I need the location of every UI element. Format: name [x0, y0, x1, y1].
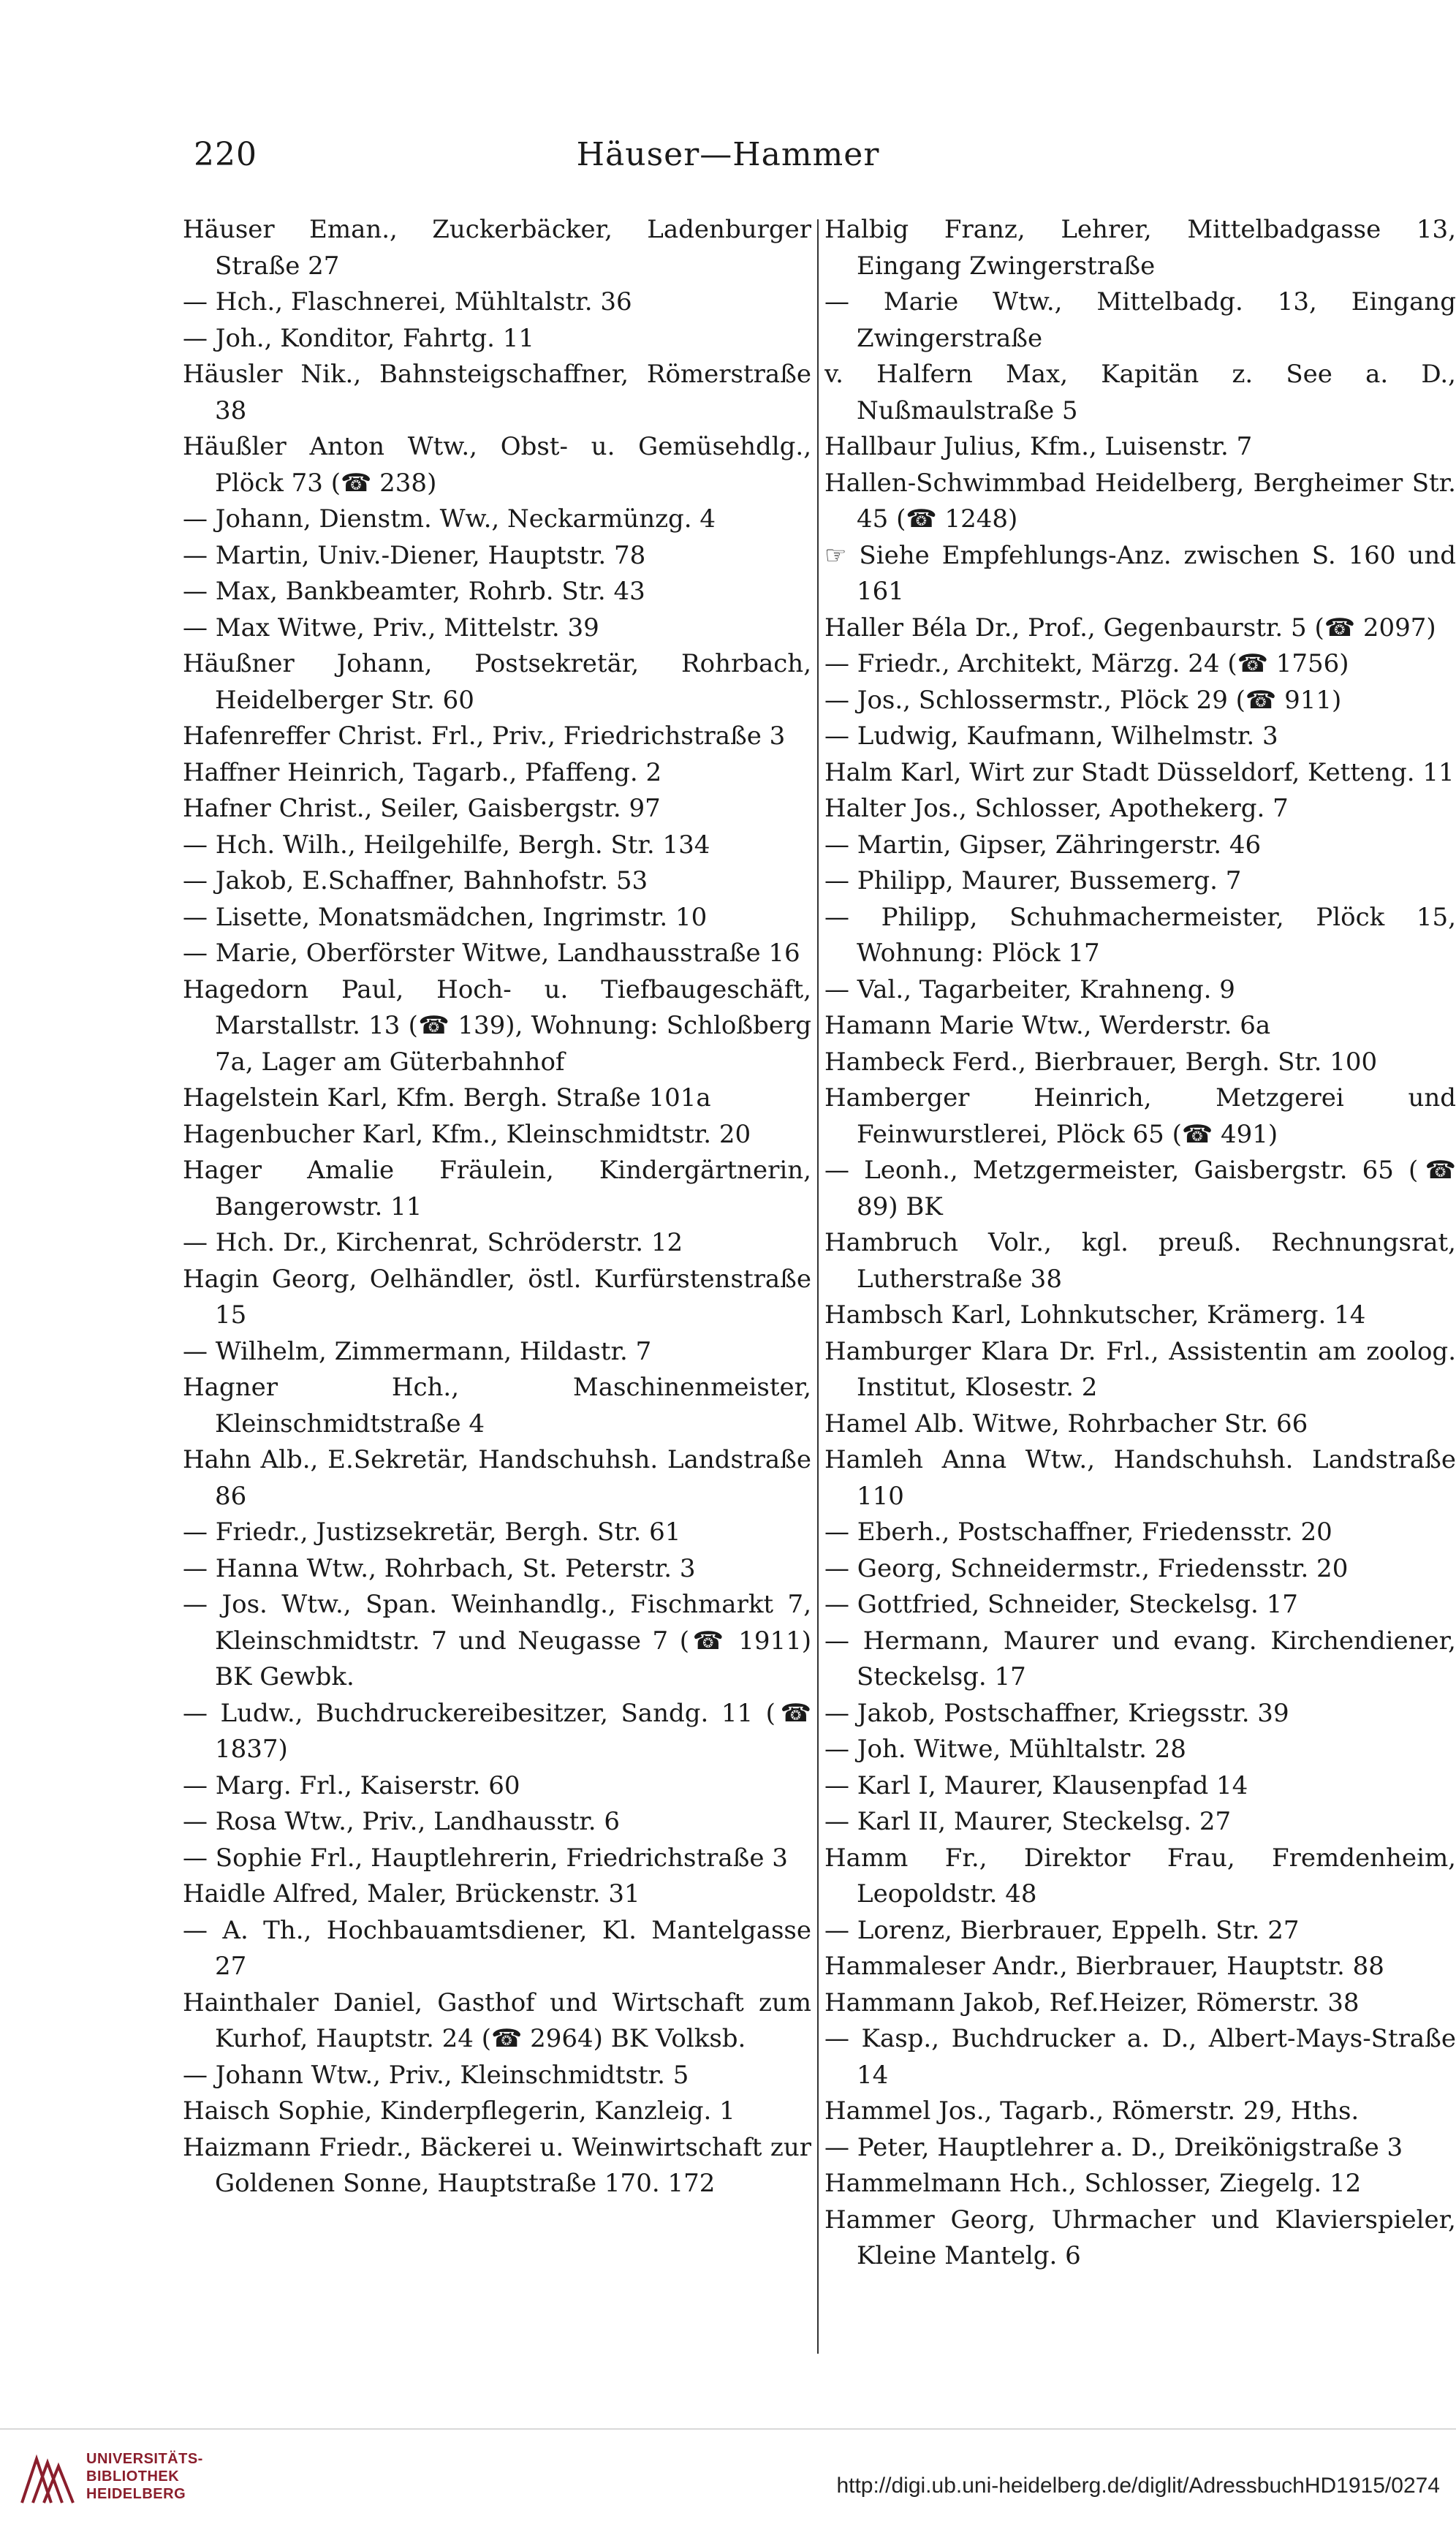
directory-entry: — Sophie Frl., Hauptlehrerin, Friedrichstraße 3 — [183, 1843, 788, 1873]
right-column — [824, 212, 1456, 2368]
directory-entry: — Eberh., Postschaffner, Friedensstr. 20 — [824, 1517, 1332, 1547]
directory-entry: Halbig Franz, Lehrer, Mittelbadgasse 13, Eingang Zwingerstraße — [824, 215, 1456, 281]
directory-entry: — Friedr., Architekt, Märzg. 24 (☎ 1756) — [824, 649, 1349, 678]
directory-entry: — Hch. Dr., Kirchenrat, Schröderstr. 12 — [183, 1228, 683, 1257]
directory-entry: — Johann Wtw., Priv., Kleinschmidtstr. 5 — [183, 2060, 689, 2090]
library-name — [86, 2450, 203, 2503]
directory-entry: — Gottfried, Schneider, Steckelsg. 17 — [824, 1590, 1298, 1619]
directory-entry: — Ludw., Buchdruckereibesitzer, Sandg. 11 (☎ 1837) — [183, 1698, 811, 1764]
running-head: Häuser—Hammer — [576, 136, 880, 173]
directory-entry: — Philipp, Schuhmachermeister, Plöck 15, Wohnung: Plöck 17 — [824, 902, 1456, 968]
directory-entry: Hammer Georg, Uhrmacher und Klavierspieler, Kleine Mantelg. 6 — [824, 2205, 1456, 2270]
directory-entry: — Joh. Witwe, Mühltalstr. 28 — [824, 1735, 1186, 1764]
library-name-line-1: UNIVERSITÄTS- — [86, 2451, 203, 2467]
directory-entry: Hambsch Karl, Lohnkutscher, Krämerg. 14 — [824, 1300, 1366, 1330]
directory-entry: — Marie, Oberförster Witwe, Landhausstraße 16 — [183, 939, 800, 968]
directory-entry: Hagelstein Karl, Kfm. Bergh. Straße 101a — [183, 1083, 711, 1113]
directory-entry: Hager Amalie Fräulein, Kindergärtnerin, Bangerowstr. 11 — [183, 1156, 811, 1221]
directory-entry: — Jos., Schlossermstr., Plöck 29 (☎ 911) — [824, 685, 1342, 715]
directory-entry: — Hermann, Maurer und evang. Kirchendiener, Steckelsg. 17 — [824, 1626, 1456, 1691]
directory-entry: Hammann Jakob, Ref.Heizer, Römerstr. 38 — [824, 1987, 1360, 2017]
directory-entry: — Val., Tagarbeiter, Krahneng. 9 — [824, 974, 1235, 1004]
directory-entry: Hamel Alb. Witwe, Rohrbacher Str. 66 — [824, 1409, 1308, 1439]
directory-entry: — Jakob, Postschaffner, Kriegsstr. 39 — [824, 1698, 1289, 1728]
directory-entry: — Hch. Wilh., Heilgehilfe, Bergh. Str. 134 — [183, 830, 710, 860]
directory-entry: Hahn Alb., E.Sekretär, Handschuhsh. Landstraße 86 — [183, 1445, 811, 1511]
directory-entry: Hamleh Anna Wtw., Handschuhsh. Landstraße 110 — [824, 1445, 1456, 1511]
directory-entry: — Lisette, Monatsmädchen, Ingrimstr. 10 — [183, 902, 708, 932]
directory-entry: — Leonh., Metzgermeister, Gaisbergstr. 65 (☎ 89) BK — [824, 1156, 1456, 1221]
directory-entry: Hagner Hch., Maschinenmeister, Kleinschmidtstraße 4 — [183, 1373, 811, 1439]
directory-entry: — Hch., Flaschnerei, Mühltalstr. 36 — [183, 287, 632, 317]
directory-entry: Hamberger Heinrich, Metzgerei und Feinwurstlerei, Plöck 65 (☎ 491) — [824, 1083, 1456, 1149]
directory-entry: Haller Béla Dr., Prof., Gegenbaurstr. 5 (☎ 2097) — [824, 613, 1436, 643]
directory-entry: — Karl II, Maurer, Steckelsg. 27 — [824, 1807, 1232, 1836]
library-name-line-2: BIBLIOTHEK — [86, 2468, 180, 2485]
directory-entry: — Ludwig, Kaufmann, Wilhelmstr. 3 — [824, 721, 1278, 751]
directory-entry: — Jakob, E.Schaffner, Bahnhofstr. 53 — [183, 866, 648, 895]
directory-entry: Hamburger Klara Dr. Frl., Assistentin am zoolog. Institut, Klosestr. 2 — [824, 1336, 1456, 1402]
directory-entry: ☞ Siehe Empfehlungs-Anz. zwischen S. 160 und 161 — [824, 540, 1456, 606]
directory-entry: Hammel Jos., Tagarb., Römerstr. 29, Hths. — [824, 2096, 1360, 2126]
directory-entry: Hainthaler Daniel, Gasthof und Wirtschaft zum Kurhof, Hauptstr. 24 (☎ 2964) BK Volksb. — [183, 1987, 811, 2053]
directory-entry: — Lorenz, Bierbrauer, Eppelh. Str. 27 — [824, 1915, 1300, 1945]
directory-entry: — Hanna Wtw., Rohrbach, St. Peterstr. 3 — [183, 1553, 696, 1583]
directory-entry: — Martin, Gipser, Zähringerstr. 46 — [824, 830, 1262, 860]
directory-entry: Halm Karl, Wirt zur Stadt Düsseldorf, Ketteng. 11 — [824, 757, 1455, 787]
directory-entry: — Jos. Wtw., Span. Weinhandlg., Fischmarkt 7, Kleinschmidtstr. 7 und Neugasse 7 (☎ 1911) BK Gewbk. — [183, 1590, 811, 1691]
directory-entry: v. Halfern Max, Kapitän z. See a. D., Nußmaulstraße 5 — [824, 360, 1456, 425]
directory-entry: Hallbaur Julius, Kfm., Luisenstr. 7 — [824, 432, 1253, 461]
directory-entry: — Martin, Univ.-Diener, Hauptstr. 78 — [183, 540, 646, 570]
directory-entry: — Marg. Frl., Kaiserstr. 60 — [183, 1770, 520, 1800]
directory-entry: Haizmann Friedr., Bäckerei u. Weinwirtschaft zur Goldenen Sonne, Hauptstraße 170. 172 — [183, 2132, 811, 2198]
directory-entry: Häusler Nik., Bahnsteigschaffner, Römerstraße 38 — [183, 360, 811, 425]
directory-entry: — Georg, Schneidermstr., Friedensstr. 20 — [824, 1553, 1349, 1583]
library-name-line-3: HEIDELBERG — [86, 2486, 186, 2502]
directory-entry: — A. Th., Hochbauamtsdiener, Kl. Mantelgasse 27 — [183, 1915, 811, 1981]
left-column — [183, 212, 811, 2368]
directory-entry: Halter Jos., Schlosser, Apothekerg. 7 — [824, 794, 1289, 823]
directory-entry: Hambeck Ferd., Bierbrauer, Bergh. Str. 100 — [824, 1047, 1378, 1077]
directory-entry: — Wilhelm, Zimmermann, Hildastr. 7 — [183, 1336, 652, 1366]
directory-entry: — Marie Wtw., Mittelbadg. 13, Eingang Zwingerstraße — [824, 287, 1456, 353]
directory-entry: Hammaleser Andr., Bierbrauer, Hauptstr. 88 — [824, 1952, 1384, 1981]
directory-entry: Häußner Johann, Postsekretär, Rohrbach, Heidelberger Str. 60 — [183, 649, 811, 715]
directory-entry: Hafenreffer Christ. Frl., Priv., Friedrichstraße 3 — [183, 721, 786, 751]
directory-entry: — Max Witwe, Priv., Mittelstr. 39 — [183, 613, 599, 643]
directory-entry: Häußler Anton Wtw., Obst- u. Gemüsehdlg., Plöck 73 (☎ 238) — [183, 432, 811, 498]
directory-entry: — Max, Bankbeamter, Rohrb. Str. 43 — [183, 577, 645, 606]
directory-entry: — Friedr., Justizsekretär, Bergh. Str. 61 — [183, 1517, 681, 1547]
directory-entry: — Peter, Hauptlehrer a. D., Dreikönigstraße 3 — [824, 2132, 1403, 2162]
directory-entry: — Rosa Wtw., Priv., Landhausstr. 6 — [183, 1807, 621, 1836]
university-library-logo-icon — [15, 2444, 80, 2510]
directory-entry: Hagenbucher Karl, Kfm., Kleinschmidtstr. 20 — [183, 1119, 751, 1149]
directory-entry: Hamann Marie Wtw., Werderstr. 6a — [824, 1011, 1271, 1040]
directory-entry: Haffner Heinrich, Tagarb., Pfaffeng. 2 — [183, 757, 662, 787]
directory-entry: Hagin Georg, Oelhändler, östl. Kurfürstenstraße 15 — [183, 1264, 811, 1330]
directory-entry: Haisch Sophie, Kinderpflegerin, Kanzleig. 1 — [183, 2096, 735, 2126]
footer — [0, 2430, 1456, 2524]
directory-entry: Hammelmann Hch., Schlosser, Ziegelg. 12 — [824, 2169, 1362, 2198]
directory-entry: — Joh., Konditor, Fahrtg. 11 — [183, 323, 534, 353]
directory-entry: Hafner Christ., Seiler, Gaisbergstr. 97 — [183, 794, 661, 823]
directory-entry: — Kasp., Buchdrucker a. D., Albert-Mays-Straße 14 — [824, 2024, 1456, 2090]
directory-entry: Hambruch Volr., kgl. preuß. Rechnungsrat, Lutherstraße 38 — [824, 1228, 1456, 1294]
directory-entry: — Johann, Dienstm. Ww., Neckarmünzg. 4 — [183, 504, 716, 534]
directory-entry: Häuser Eman., Zuckerbäcker, Ladenburger Straße 27 — [183, 215, 811, 281]
directory-entry: — Philipp, Maurer, Bussemerg. 7 — [824, 866, 1242, 895]
directory-columns — [183, 212, 1456, 2368]
directory-entry: Haidle Alfred, Maler, Brückenstr. 31 — [183, 1879, 640, 1909]
directory-entry: Hagedorn Paul, Hoch- u. Tiefbaugeschäft, Marstallstr. 13 (☎ 139), Wohnung: Schloßberg 7a, Lager am Güterbahnhof — [183, 974, 811, 1077]
directory-entry: Hamm Fr., Direktor Frau, Fremdenheim, Leopoldstr. 48 — [824, 1843, 1456, 1909]
directory-entry: — Karl I, Maurer, Klausenpfad 14 — [824, 1770, 1248, 1800]
page-number: 220 — [194, 136, 257, 173]
directory-entry: Hallen-Schwimmbad Heidelberg, Bergheimer Str. 45 (☎ 1248) — [824, 468, 1456, 534]
source-url-link[interactable]: http://digi.ub.uni-heidelberg.de/diglit/AdressbuchHD1915/0274 — [836, 2474, 1440, 2498]
